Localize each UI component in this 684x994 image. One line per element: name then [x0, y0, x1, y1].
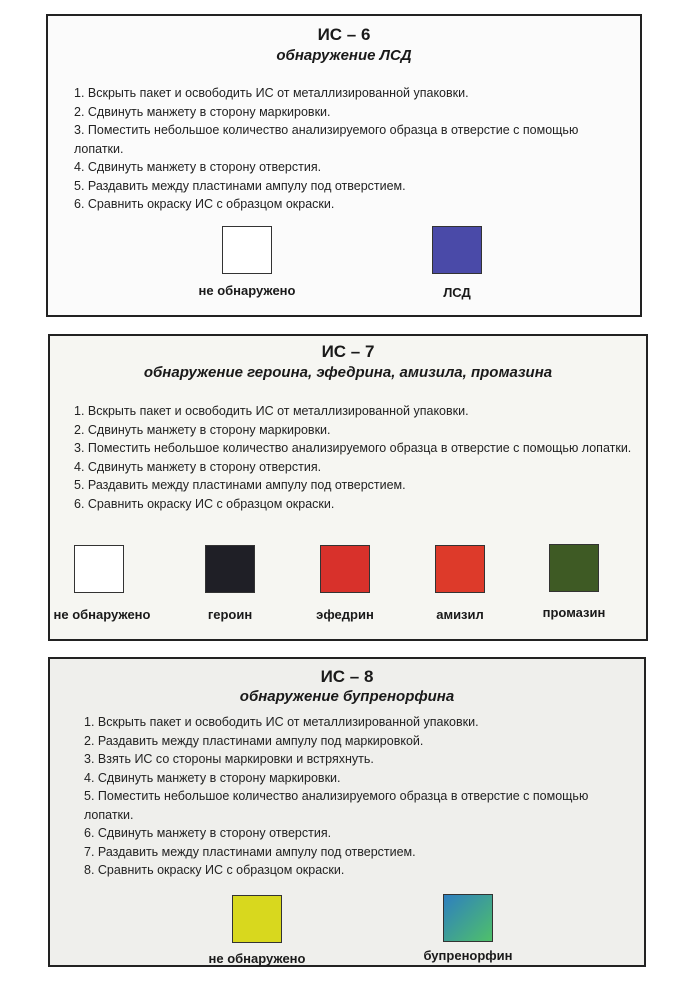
instruction-list	[84, 713, 634, 880]
instruction-step: 1. Вскрыть пакет и освободить ИС от металлизированной упаковки.	[74, 404, 469, 418]
instruction-step: 7. Раздавить между пластинами ампулу под отверстием.	[84, 844, 416, 859]
instruction-step: 8. Сравнить окраску ИС с образцом окраски.	[84, 863, 345, 877]
color-swatch-ephedrine	[320, 545, 370, 593]
instruction-step: 5. Поместить небольшое количество анализируемого образца в отверстие с помощью лопатки.	[84, 789, 589, 822]
swatch-label: не обнаружено	[208, 951, 306, 966]
swatch-label: промазин	[542, 605, 606, 620]
instruction-step: 3. Поместить небольшое количество анализируемого образца в отверстие с помощью лопатки.	[74, 123, 579, 156]
swatch-label: героин	[207, 607, 253, 622]
card-title: ИС – 8	[320, 667, 374, 686]
swatch-label: не обнаружено	[198, 283, 296, 298]
instruction-list	[74, 402, 634, 513]
color-swatch-not-detected	[74, 545, 124, 593]
instruction-step: 1. Вскрыть пакет и освободить ИС от металлизированной упаковки.	[74, 86, 469, 100]
instruction-step: 4. Сдвинуть манжету в сторону отверстия.	[74, 160, 322, 174]
instruction-step: 2. Сдвинуть манжету в сторону маркировки.	[74, 422, 331, 437]
instruction-step: 3. Взять ИС со стороны маркировки и встряхнуть.	[84, 752, 374, 766]
card-is-7	[48, 334, 648, 641]
instruction-step: 2. Раздавить между пластинами ампулу под маркировкой.	[84, 733, 424, 748]
card-title: ИС – 7	[321, 342, 375, 361]
instruction-step: 3. Поместить небольшое количество анализируемого образца в отверстие с помощью лопатки.	[74, 441, 632, 455]
color-swatch-not-detected	[222, 226, 272, 274]
instruction-step: 5. Раздавить между пластинами ампулу под отверстием.	[74, 178, 406, 193]
swatch-label: не обнаружено	[53, 607, 151, 622]
swatch-label: эфедрин	[316, 607, 374, 622]
color-swatch-promazine	[549, 544, 599, 592]
instruction-step: 4. Сдвинуть манжету в сторону маркировки.	[84, 770, 341, 785]
card-is-6	[46, 14, 642, 317]
instruction-step: 6. Сравнить окраску ИС с образцом окраски.	[74, 197, 335, 211]
swatch-label: бупренорфин	[423, 948, 513, 963]
instruction-step: 4. Сдвинуть манжету в сторону отверстия.	[74, 459, 322, 474]
instruction-list	[74, 84, 622, 214]
color-swatch-lsd	[432, 226, 482, 274]
instruction-step: 1. Вскрыть пакет и освободить ИС от металлизированной упаковки.	[84, 715, 479, 729]
card-subtitle: обнаружение бупренорфина	[239, 688, 455, 705]
color-swatch-buprenorphine	[443, 894, 493, 942]
instruction-step: 6. Сравнить окраску ИС с образцом окраски.	[74, 496, 335, 511]
card-subtitle: обнаружение героина, эфедрина, амизила, промазина	[143, 364, 553, 381]
card-is-8	[48, 657, 646, 967]
instruction-step: 2. Сдвинуть манжету в сторону маркировки.	[74, 104, 331, 119]
color-swatch-not-detected	[232, 895, 282, 943]
card-title: ИС – 6	[317, 25, 371, 44]
card-subtitle: обнаружение ЛСД	[276, 47, 412, 64]
instruction-step: 5. Раздавить между пластинами ампулу под отверстием.	[74, 478, 406, 492]
swatch-label: ЛСД	[443, 285, 471, 300]
color-swatch-amizil	[435, 545, 485, 593]
color-swatch-heroin	[205, 545, 255, 593]
swatch-label: амизил	[436, 607, 484, 622]
instruction-step: 6. Сдвинуть манжету в сторону отверстия.	[84, 826, 332, 840]
